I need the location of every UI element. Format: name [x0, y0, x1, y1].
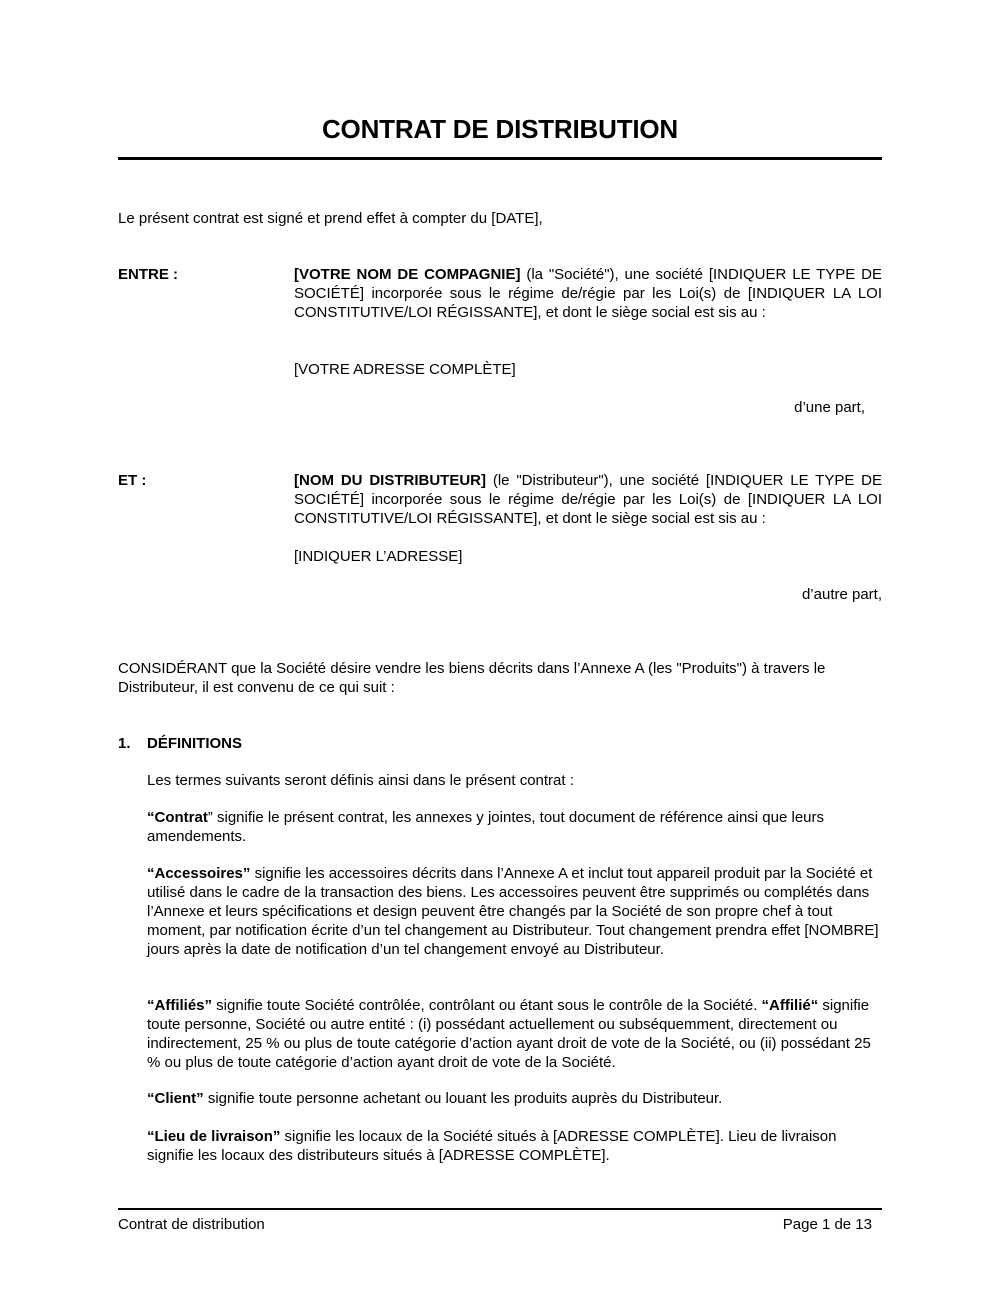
footer-divider — [118, 1208, 882, 1210]
party-label-et: ET : — [118, 472, 147, 489]
definition-client — [147, 1089, 882, 1108]
definition-term-close: ” — [207, 809, 213, 826]
definition-term: “Contrat — [147, 809, 208, 826]
definition-term: “Client” — [147, 1090, 204, 1107]
party-closing-distributor: d’autre part, — [801, 586, 882, 603]
title-divider — [118, 157, 882, 160]
section-intro: Les termes suivants seront définis ainsi dans le présent contrat : — [147, 772, 574, 789]
party-address-distributor: [INDIQUER L’ADRESSE] — [294, 548, 463, 565]
party-name-distributor: [NOM DU DISTRIBUTEUR] — [294, 472, 486, 489]
definition-term: “Accessoires” — [147, 865, 251, 882]
definition-term: “Lieu de livraison” — [147, 1128, 281, 1145]
party-details-distributor: (le "Distributeur"), une société [INDIQUER LE TYPE DE SOCIÉTÉ] incorporée sous le régime de/régie par les Loi(s) de [INDIQUER LA LOI CONSTITUTIVE/LOI RÉGISSANTE], et dont le siège social est sis au : — [294, 472, 883, 527]
intro-paragraph: Le présent contrat est signé et prend effet à compter du [DATE], — [118, 210, 543, 227]
definition-accessoires — [147, 864, 882, 959]
party-label-entre: ENTRE : — [118, 266, 178, 283]
definition-lieu-de-livraison — [147, 1127, 882, 1165]
definition-term-secondary: “Affilié“ — [761, 997, 819, 1014]
definition-text-secondary: signifie toute personne, Société ou autre entité : (i) possédant actuellement ou subséquemment, directement ou indirectement, 25 % ou plus de toute catégorie d’action ayant droit de vote de la Société, ou (ii) possédant 25 % ou plus de toute catégorie d’action ayant droit de vote de la Société. — [147, 997, 871, 1071]
definition-term: “Affiliés” — [147, 997, 213, 1014]
section-title: DÉFINITIONS — [147, 735, 243, 752]
definition-text: signifie toute personne achetant ou louant les produits auprès du Distributeur. — [203, 1090, 723, 1107]
definition-text: signifie toute Société contrôlée, contrôlant ou étant sous le contrôle de la Société. — [212, 997, 762, 1014]
document-title: CONTRAT DE DISTRIBUTION — [321, 114, 678, 144]
considerant-paragraph: CONSIDÉRANT que la Société désire vendre les biens décrits dans l’Annexe A (les "Produits") à travers le Distributeur, il est convenu de ce qui suit : — [118, 660, 826, 696]
footer-page-number: Page 1 de 13 — [782, 1216, 872, 1233]
footer-document-name: Contrat de distribution — [118, 1216, 265, 1233]
section-number: 1. — [118, 735, 131, 752]
party-closing-company: d’une part, — [794, 399, 865, 416]
definition-text: signifie les locaux de la Société situés à [ADRESSE COMPLÈTE]. Lieu de livraison signifie les locaux des distributeurs situés à [ADRESSE COMPLÈTE]. — [147, 1128, 837, 1164]
party-details-company: (la "Société"), une société [INDIQUER LE TYPE DE SOCIÉTÉ] incorporée sous le régime de/régie par les Loi(s) de [INDIQUER LA LOI CONSTITUTIVE/LOI RÉGISSANTE], et dont le siège social est sis au : — [294, 266, 882, 321]
definition-contrat — [147, 808, 882, 846]
definition-affilies — [147, 996, 882, 1072]
definition-text: signifie le présent contrat, les annexes y jointes, tout document de référence ainsi que leurs amendements. — [147, 809, 825, 845]
party-address-company: [VOTRE ADRESSE COMPLÈTE] — [294, 361, 516, 378]
section-heading — [118, 734, 882, 753]
party-description-distributor — [294, 471, 882, 528]
party-description-company — [294, 265, 882, 322]
party-name-company: [VOTRE NOM DE COMPAGNIE] — [294, 266, 521, 283]
definition-text: signifie les accessoires décrits dans l’Annexe A et inclut tout appareil produit par la Société et utilisé dans le cadre de la transaction des biens. Les accessoires peuvent être supprimés ou complétés dans l’Annexe et leurs spécifications et design peuvent être changés par la Société de son propre chef à tout moment, par notification écrite d’un tel changement au Distributeur. Tout changement prendra effet [NOMBRE] jours après la date de notification d’un tel changement envoyé au Distributeur. — [147, 865, 879, 958]
